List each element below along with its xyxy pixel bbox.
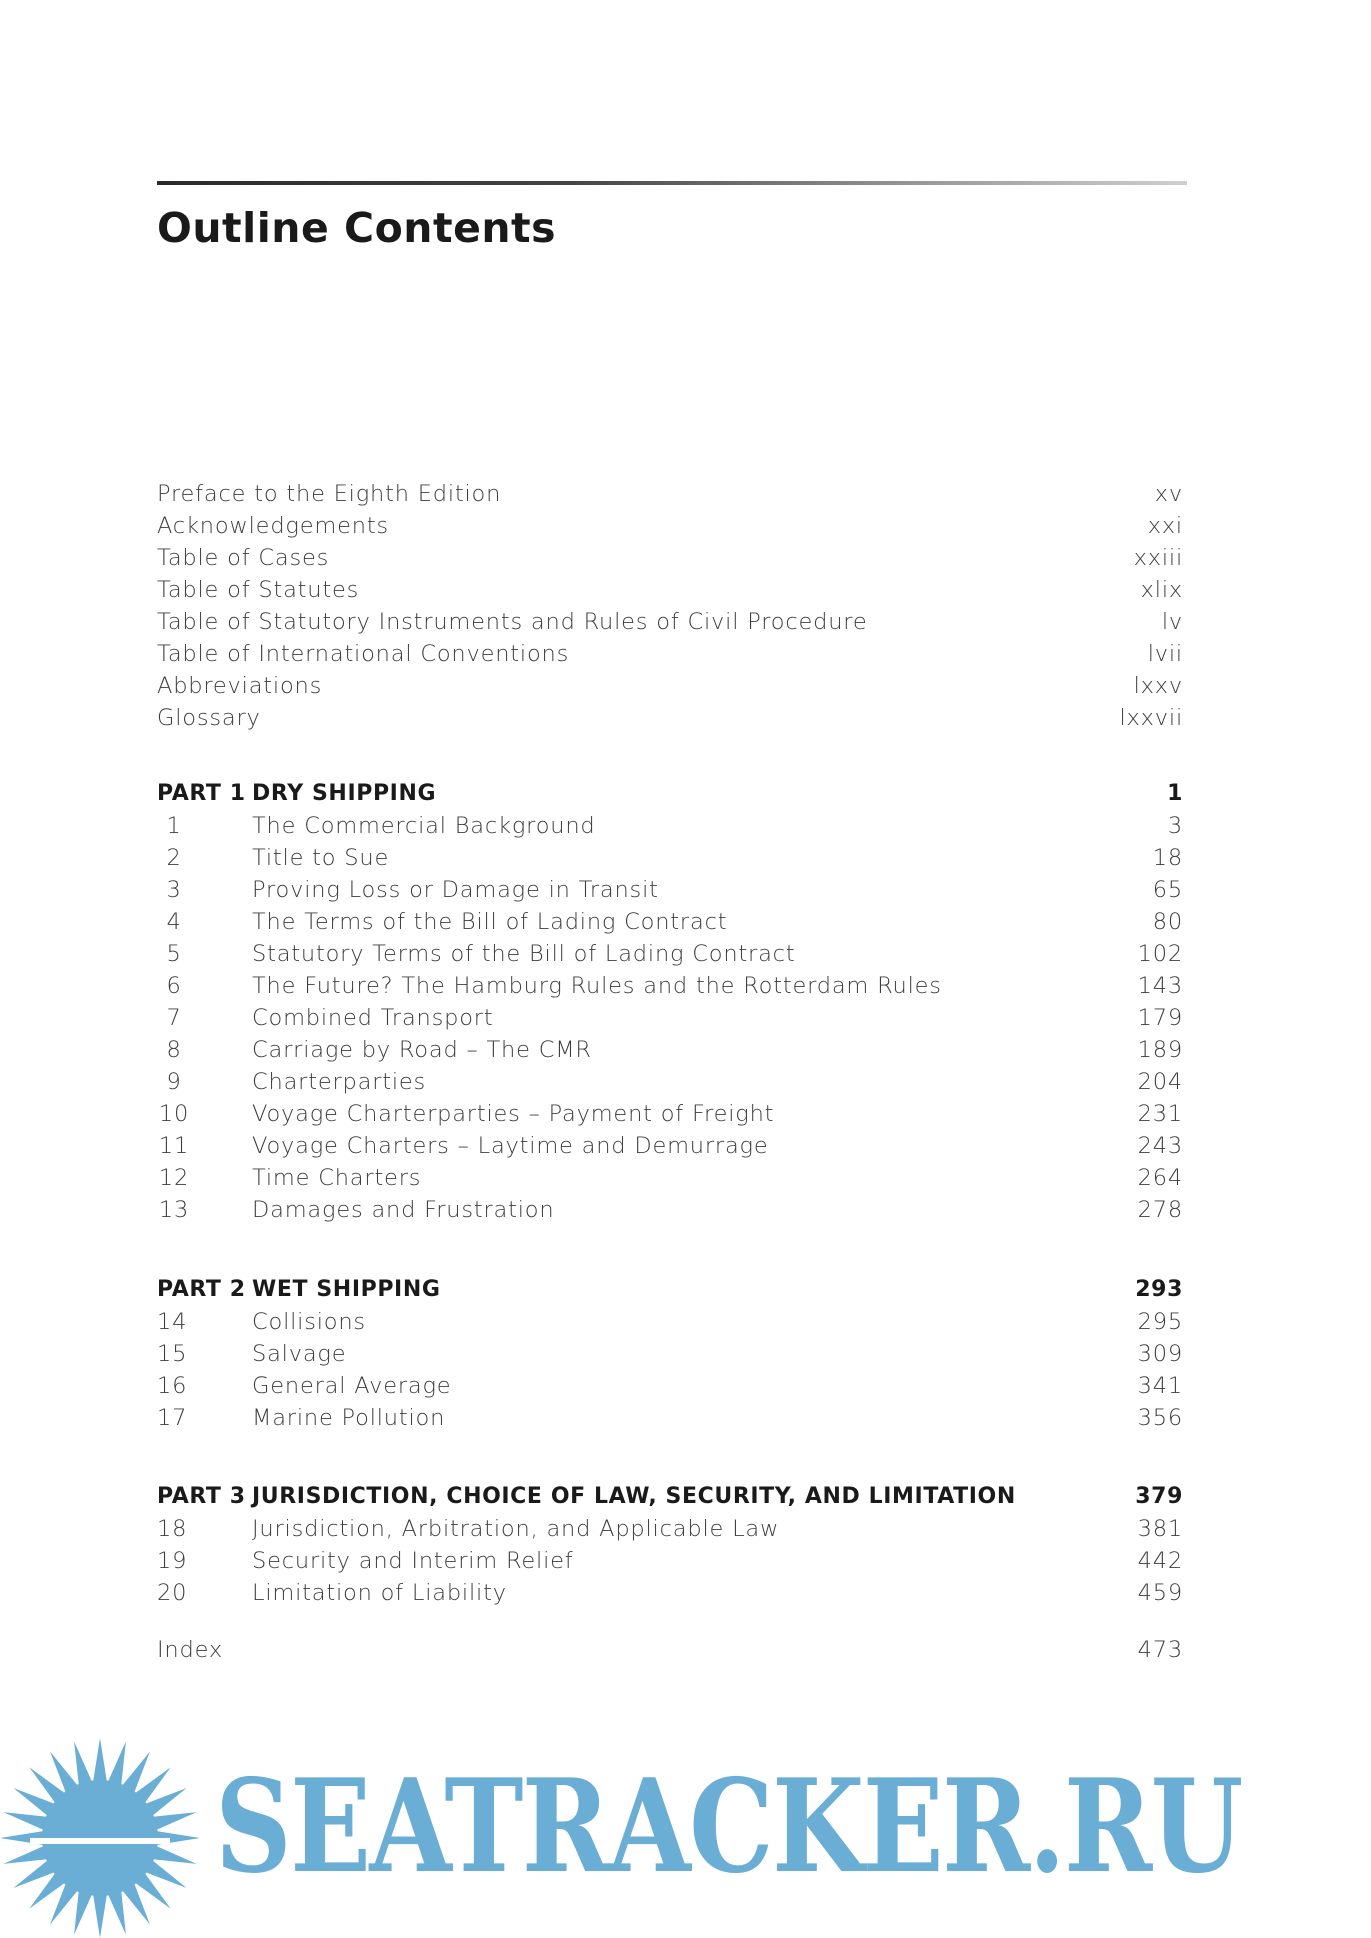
chapter-page: 143 [1137,973,1183,999]
toc-entry-table-of-statutes[interactable] [157,574,1183,606]
chapter-page: 65 [1152,877,1183,903]
entry-label: Table of Statutes [157,577,360,603]
chapter-entry[interactable] [157,842,1183,874]
part-number: PART 1 [157,781,246,806]
chapter-entry[interactable] [157,810,1183,842]
toc-entry-preface[interactable] [157,478,1183,510]
chapter-number: 6 [166,973,182,999]
entry-page: 473 [1137,1637,1183,1663]
chapter-page: 341 [1137,1373,1183,1399]
chapter-page: 204 [1137,1069,1183,1095]
part-number: PART 2 [157,1277,246,1302]
entry-page: lxxv [1133,673,1183,699]
chapter-number: 16 [157,1373,188,1399]
chapter-title: The Commercial Background [252,813,596,839]
chapter-page: 278 [1137,1197,1183,1223]
part-heading[interactable] [157,1274,1183,1306]
entry-page: xxi [1147,513,1183,539]
toc-entry-international-conventions[interactable] [157,638,1183,670]
part-title: JURISDICTION, CHOICE OF LAW, SECURITY, AND LIMITATION [252,1484,1016,1509]
chapter-title: Security and Interim Relief [252,1548,574,1574]
chapter-number: 8 [166,1037,182,1063]
chapter-number: 13 [158,1197,190,1223]
part-2-section [157,1274,1183,1434]
chapter-number: 11 [158,1133,190,1159]
chapter-title: Title to Sue [252,845,390,871]
part-title: DRY SHIPPING [252,781,437,806]
title-rule [157,181,1187,185]
entry-page: xv [1154,481,1183,507]
part-1-section [157,778,1183,1226]
chapter-page: 459 [1137,1580,1183,1606]
chapter-entry[interactable] [157,1194,1183,1226]
chapter-title: Damages and Frustration [252,1197,555,1223]
entry-label: Index [157,1637,223,1663]
chapter-page: 80 [1152,909,1183,935]
chapter-title: Collisions [252,1309,366,1335]
toc-entry-table-of-cases[interactable] [157,542,1183,574]
chapter-number: 17 [157,1405,188,1431]
part-3-section [157,1481,1183,1609]
entry-page: lxxvii [1119,705,1183,731]
entry-page: xlix [1140,577,1183,603]
page-title: Outline Contents [157,204,557,252]
chapter-page: 295 [1137,1309,1183,1335]
entry-page: lv [1161,609,1183,635]
entry-page: xxiii [1133,545,1183,571]
chapter-number: 14 [157,1309,188,1335]
chapter-entry[interactable] [157,1577,1183,1609]
chapter-title: Proving Loss or Damage in Transit [252,877,659,903]
entry-label: Preface to the Eighth Edition [157,481,502,507]
chapter-page: 442 [1137,1548,1183,1574]
chapter-entry[interactable] [157,970,1183,1002]
chapter-title: The Future? The Hamburg Rules and the Rotterdam Rules [252,973,942,999]
toc-entry-statutory-instruments[interactable] [157,606,1183,638]
chapter-entry[interactable] [157,1002,1183,1034]
chapter-title: Marine Pollution [252,1405,446,1431]
chapter-title: Carriage by Road – The CMR [252,1037,592,1063]
front-matter-list [157,478,1183,734]
chapter-title: Time Charters [252,1165,422,1191]
part-heading[interactable] [157,778,1183,810]
chapter-page: 179 [1137,1005,1183,1031]
chapter-entry[interactable] [157,906,1183,938]
chapter-title: Salvage [252,1341,347,1367]
chapter-title: The Terms of the Bill of Lading Contract [252,909,728,935]
entry-label: Acknowledgements [157,513,389,539]
chapter-entry[interactable] [157,1130,1183,1162]
chapter-page: 189 [1137,1037,1183,1063]
chapter-entry[interactable] [157,874,1183,906]
chapter-entry[interactable] [157,1513,1183,1545]
chapter-entry[interactable] [157,1402,1183,1434]
part-title: WET SHIPPING [252,1277,441,1302]
part-page: 293 [1135,1277,1183,1302]
chapter-title: Voyage Charterparties – Payment of Freight [252,1101,775,1127]
chapter-number: 19 [157,1548,188,1574]
chapter-entry[interactable] [157,938,1183,970]
entry-label: Glossary [157,705,261,731]
chapter-number: 15 [157,1341,188,1367]
chapter-number: 2 [166,845,182,871]
chapter-page: 102 [1137,941,1183,967]
toc-entry-abbreviations[interactable] [157,670,1183,702]
chapter-number: 9 [166,1069,182,1095]
chapter-number: 5 [166,941,182,967]
chapter-page: 231 [1137,1101,1183,1127]
chapter-page: 3 [1167,813,1183,839]
chapter-title: Combined Transport [252,1005,494,1031]
chapter-entry[interactable] [157,1370,1183,1402]
part-heading[interactable] [157,1481,1183,1513]
chapter-title: Limitation of Liability [252,1580,507,1606]
chapter-entry[interactable] [157,1098,1183,1130]
chapter-number: 10 [158,1101,190,1127]
part-page: 379 [1135,1484,1183,1509]
chapter-number: 20 [157,1580,188,1606]
chapter-page: 356 [1137,1405,1183,1431]
chapter-entry[interactable] [157,1545,1183,1577]
horizon-line [30,1838,170,1844]
chapter-title: Voyage Charters – Laytime and Demurrage [252,1133,769,1159]
entry-label: Table of Cases [157,545,330,571]
chapter-page: 18 [1152,845,1183,871]
entry-label: Table of Statutory Instruments and Rules of Civil Procedure [157,609,868,635]
chapter-page: 381 [1137,1516,1183,1542]
chapter-entry[interactable] [157,1306,1183,1338]
entry-label: Abbreviations [157,673,323,699]
chapter-page: 264 [1137,1165,1183,1191]
chapter-title: General Average [252,1373,452,1399]
chapter-title: Jurisdiction, Arbitration, and Applicable Law [252,1516,780,1542]
chapter-page: 243 [1137,1133,1183,1159]
entry-page: lvii [1147,641,1183,667]
chapter-number: 3 [166,877,182,903]
toc-entry-acknowledgements[interactable] [157,510,1183,542]
part-number: PART 3 [157,1484,246,1509]
chapter-number: 4 [166,909,182,935]
chapter-entry[interactable] [157,1066,1183,1098]
chapter-number: 1 [166,813,182,839]
part-page: 1 [1167,781,1183,806]
chapter-number: 18 [157,1516,188,1542]
index-section [157,1634,1183,1666]
watermark-text: SEATRACKER.RU [215,1752,1242,1902]
chapter-title: Charterparties [252,1069,427,1095]
chapter-entry[interactable] [157,1162,1183,1194]
chapter-number: 12 [158,1165,190,1191]
entry-label: Table of International Conventions [157,641,570,667]
chapter-entry[interactable] [157,1338,1183,1370]
chapter-entry[interactable] [157,1034,1183,1066]
toc-entry-glossary[interactable] [157,702,1183,734]
chapter-number: 7 [166,1005,182,1031]
toc-entry-index[interactable] [157,1634,1183,1666]
chapter-page: 309 [1137,1341,1183,1367]
chapter-title: Statutory Terms of the Bill of Lading Contract [252,941,796,967]
